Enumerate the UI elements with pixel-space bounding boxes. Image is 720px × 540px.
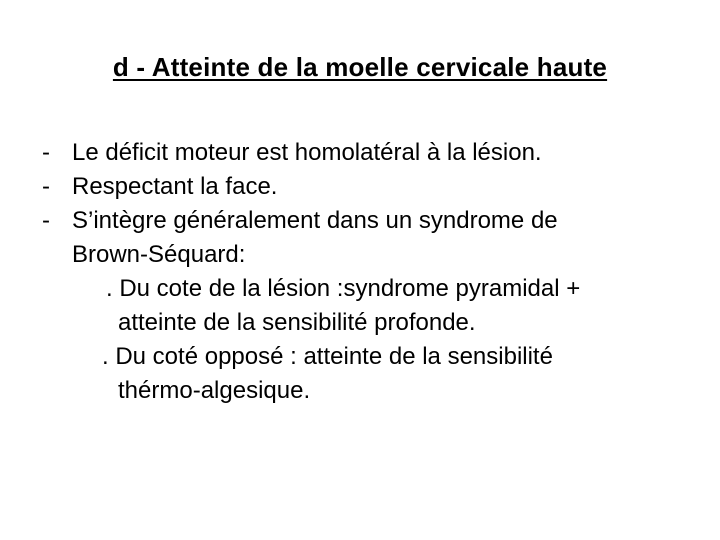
sub-item-line (42, 272, 702, 306)
slide-body (42, 136, 702, 408)
sub-item-text: . Du coté opposé : atteinte de la sensibilité (102, 343, 553, 370)
bullet-line (42, 170, 702, 204)
bullet-text: Respectant la face. (72, 173, 278, 200)
bullet-line (42, 204, 702, 238)
sub-item-text: . Du cote de la lésion :syndrome pyramidal + (106, 275, 581, 302)
bullet-marker: - (42, 173, 50, 200)
sub-item-continuation-text: thérmo-algesique. (118, 377, 311, 404)
bullet-continuation-text: Brown-Séquard: (72, 241, 246, 268)
sub-item-line (42, 340, 702, 374)
bullet-text: Le déficit moteur est homolatéral à la lésion. (72, 139, 542, 166)
slide-title-text: d - Atteinte de la moelle cervicale haute (112, 52, 608, 82)
slide-title (0, 52, 720, 83)
sub-item-continuation-line (42, 374, 702, 408)
bullet-continuation-line (42, 238, 702, 272)
bullet-marker: - (42, 139, 50, 166)
bullet-marker: - (42, 207, 50, 234)
sub-item-continuation-line (42, 306, 702, 340)
sub-item-continuation-text: atteinte de la sensibilité profonde. (118, 309, 476, 336)
bullet-text: S’intègre généralement dans un syndrome de (72, 207, 558, 234)
bullet-line (42, 136, 702, 170)
